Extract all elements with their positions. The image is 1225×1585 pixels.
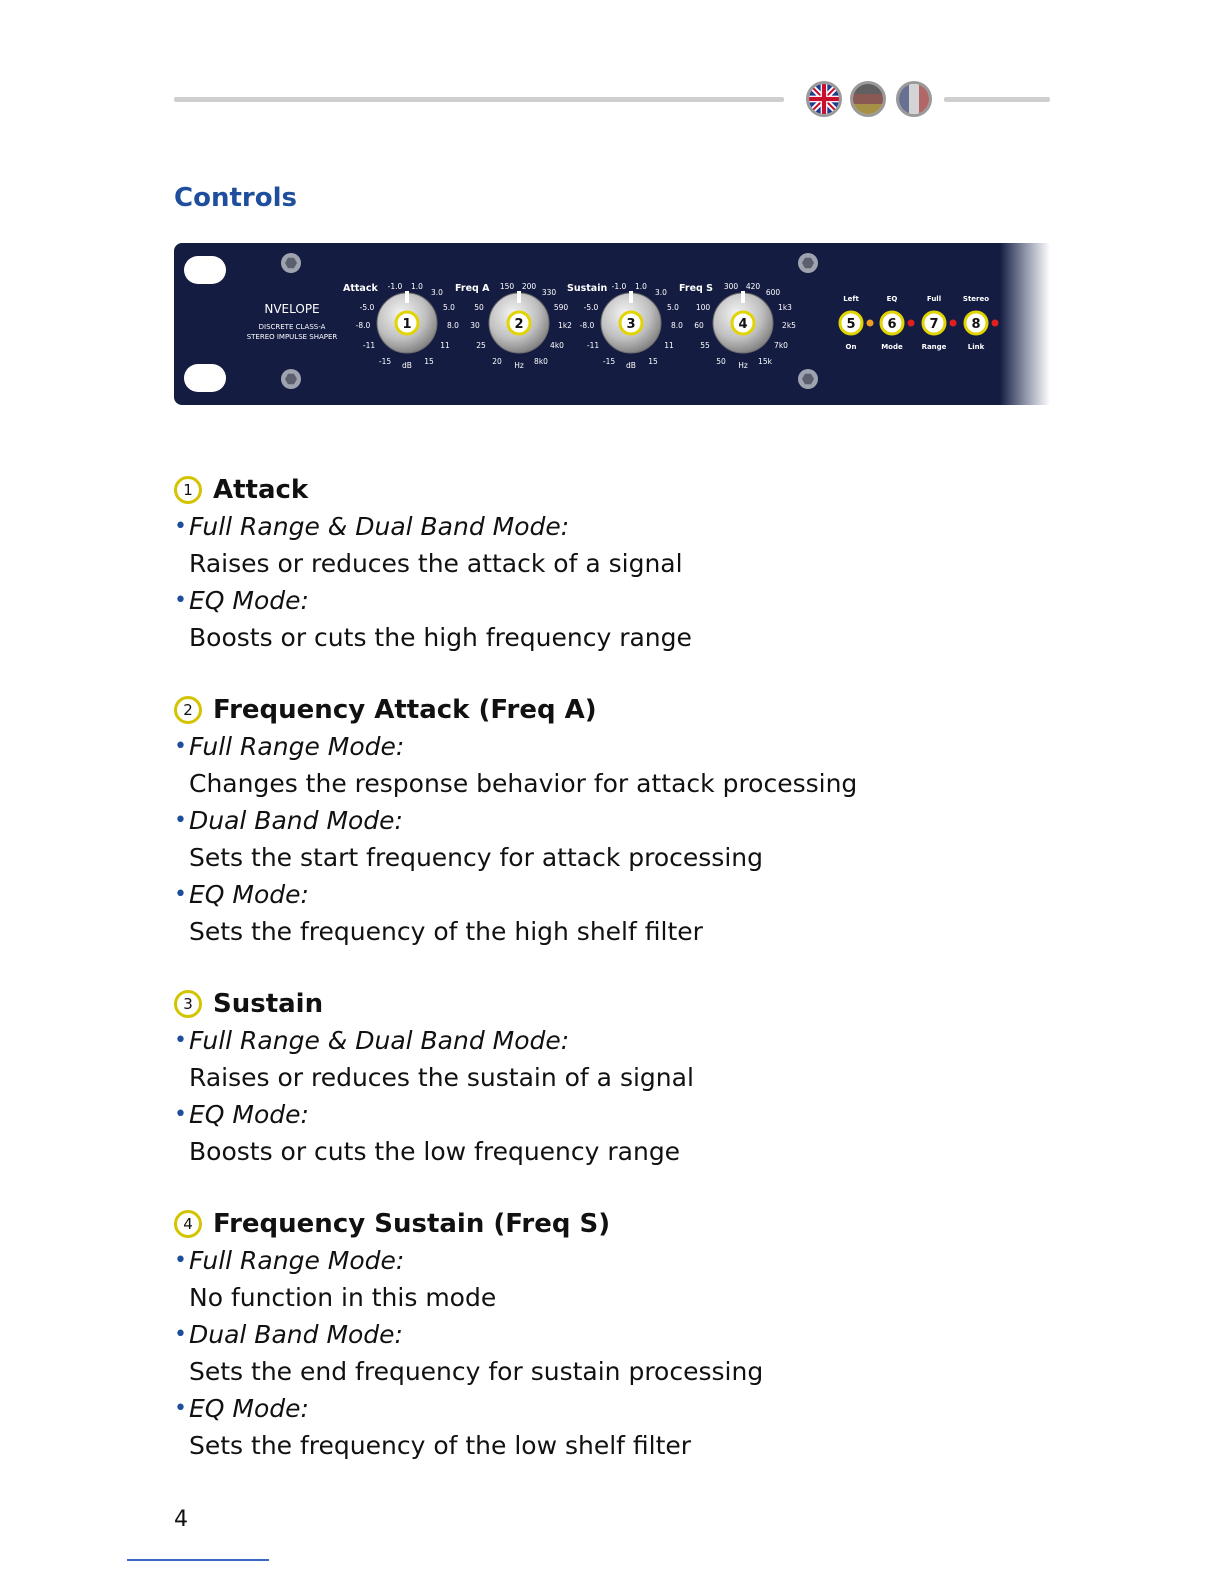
mode-description: Sets the start frequency for attack processing — [189, 843, 763, 872]
knob-scale-label: 11 — [664, 341, 674, 350]
panel-screw — [798, 369, 818, 389]
switch-bottom-label: Range — [921, 343, 947, 351]
knob-unit-label: dB — [402, 361, 412, 370]
knob-scale-label: 15k — [758, 357, 772, 366]
device-subtitle-1: DISCRETE CLASS-A — [258, 323, 326, 331]
mode-description: Sets the end frequency for sustain processing — [189, 1357, 764, 1386]
knob-scale-label: -1.0 — [387, 282, 403, 291]
knob-scale-label: 8k0 — [534, 357, 548, 366]
switch-top-label: Left — [843, 295, 859, 303]
section-header — [174, 1206, 1074, 1242]
switch-top-label: Full — [926, 295, 942, 303]
switch-led — [992, 320, 999, 327]
knob-scale-label: 330 — [541, 288, 557, 297]
footer-link-line — [127, 1559, 269, 1561]
mode-item — [174, 582, 1074, 656]
bullet-icon: • — [174, 514, 187, 539]
switch-bottom-label: Link — [967, 343, 985, 351]
french-flag-icon[interactable] — [896, 81, 932, 117]
bullet-icon: • — [174, 1028, 187, 1053]
knob-number: 2 — [514, 317, 524, 332]
mode-name: Full Range & Dual Band Mode: — [189, 1026, 570, 1055]
section-header — [174, 986, 1074, 1022]
mode-name: Full Range Mode: — [189, 1246, 405, 1275]
section-number-badge: 1 — [174, 476, 202, 504]
mode-name: Dual Band Mode: — [189, 806, 403, 835]
knob-scale-label: 2k5 — [782, 321, 796, 330]
knob-pointer — [741, 291, 745, 303]
control-section — [174, 472, 1074, 656]
knob-scale-label: 8.0 — [671, 321, 683, 330]
switch-number: 8 — [971, 317, 981, 332]
mode-description: Sets the frequency of the high shelf filter — [189, 917, 703, 946]
knob-scale-label: 1k3 — [778, 303, 792, 312]
mode-item — [174, 728, 1074, 802]
switch-bottom-label: On — [845, 343, 857, 351]
bullet-icon: • — [174, 1102, 187, 1127]
knob-label: Attack — [343, 283, 378, 294]
knob-scale-label: 1.0 — [411, 282, 423, 291]
uk-flag-icon[interactable] — [806, 81, 842, 117]
control-section — [174, 692, 1074, 950]
knob-scale-label: 20 — [492, 357, 502, 366]
section-title: Attack — [213, 475, 309, 505]
panel-screw — [281, 369, 301, 389]
bullet-icon: • — [174, 1248, 187, 1273]
panel-screw — [281, 253, 301, 273]
switch-number: 5 — [846, 317, 856, 332]
mode-name: EQ Mode: — [189, 1100, 309, 1129]
switch-top-label: EQ — [886, 295, 898, 303]
knob-scale-label: -11 — [362, 341, 376, 350]
mode-item — [174, 1390, 1074, 1464]
mode-description: Raises or reduces the attack of a signal — [189, 549, 683, 578]
knob-scale-label: 420 — [745, 282, 761, 291]
knob-scale-label: 15 — [424, 357, 434, 366]
device-front-panel — [174, 243, 1050, 405]
mode-name: Full Range Mode: — [189, 732, 405, 761]
knob-scale-label: 100 — [695, 303, 711, 312]
section-title: Frequency Attack (Freq A) — [213, 695, 597, 725]
knob-scale-label: 11 — [440, 341, 450, 350]
mode-description: No function in this mode — [189, 1283, 497, 1312]
knob-pointer — [405, 291, 409, 303]
rack-ear-hole-bottom — [184, 364, 226, 392]
knob-scale-label: 200 — [521, 282, 537, 291]
knob-scale-label: 7k0 — [774, 341, 788, 350]
knob-pointer — [517, 291, 521, 303]
mode-name: Full Range & Dual Band Mode: — [189, 512, 570, 541]
knob-scale-label: 590 — [553, 303, 569, 312]
knob-scale-label: -8.0 — [355, 321, 371, 330]
knob-scale-label: 3.0 — [431, 288, 443, 297]
switch-top-label: Stereo — [962, 295, 990, 303]
bullet-icon: • — [174, 808, 187, 833]
knob-scale-label: 150 — [499, 282, 515, 291]
knob-scale-label: 50 — [474, 303, 484, 312]
header-rule-right — [944, 97, 1050, 102]
mode-item — [174, 1096, 1074, 1170]
device-brand: NVELOPE — [264, 302, 320, 316]
knob-scale-label: 60 — [694, 321, 704, 330]
bullet-icon: • — [174, 1322, 187, 1347]
knob-scale-label: 15 — [648, 357, 658, 366]
knob-number: 3 — [626, 317, 636, 332]
page-number: 4 — [174, 1507, 188, 1532]
bullet-icon: • — [174, 588, 187, 613]
mode-description: Boosts or cuts the low frequency range — [189, 1137, 681, 1166]
switch-bottom-label: Mode — [881, 343, 903, 351]
mode-name: EQ Mode: — [189, 1394, 309, 1423]
knob-scale-label: -15 — [378, 357, 392, 366]
knob-pointer — [629, 291, 633, 303]
mode-item — [174, 1316, 1074, 1390]
knob-unit-label: Hz — [738, 361, 748, 370]
knob-unit-label: dB — [626, 361, 636, 370]
switch-led — [908, 320, 915, 327]
knob-scale-label: -11 — [586, 341, 600, 350]
knob-scale-label: 8.0 — [447, 321, 459, 330]
switch-number: 6 — [887, 317, 897, 332]
mode-name: Dual Band Mode: — [189, 1320, 403, 1349]
german-flag-icon[interactable] — [850, 81, 886, 117]
section-number-badge: 4 — [174, 1210, 202, 1238]
mode-item — [174, 876, 1074, 950]
knob-scale-label: -1.0 — [611, 282, 627, 291]
switch-led — [950, 320, 957, 327]
knob-scale-label: 1.0 — [635, 282, 647, 291]
mode-item — [174, 1022, 1074, 1096]
bullet-icon: • — [174, 734, 187, 759]
mode-item — [174, 1242, 1074, 1316]
knob-label: Freq S — [679, 283, 713, 294]
mode-description: Sets the frequency of the low shelf filter — [189, 1431, 692, 1460]
knob-scale-label: 55 — [700, 341, 710, 350]
panel-screw — [798, 253, 818, 273]
section-header — [174, 472, 1074, 508]
control-descriptions — [174, 472, 1074, 1500]
bullet-icon: • — [174, 882, 187, 907]
knob-scale-label: -5.0 — [359, 303, 375, 312]
knob-scale-label: -8.0 — [579, 321, 595, 330]
header-rule-left — [174, 97, 784, 102]
section-title: Frequency Sustain (Freq S) — [213, 1209, 611, 1239]
bullet-icon: • — [174, 1396, 187, 1421]
knob-unit-label: Hz — [514, 361, 524, 370]
control-section — [174, 1206, 1074, 1464]
knob-scale-label: 300 — [723, 282, 739, 291]
mode-description: Changes the response behavior for attack processing — [189, 769, 858, 798]
knob-scale-label: 25 — [476, 341, 486, 350]
knob-scale-label: 5.0 — [667, 303, 679, 312]
knob-scale-label: 5.0 — [443, 303, 455, 312]
mode-name: EQ Mode: — [189, 586, 309, 615]
rack-ear-hole-top — [184, 256, 226, 284]
section-number-badge: 2 — [174, 696, 202, 724]
knob-scale-label: -15 — [602, 357, 616, 366]
section-number-badge: 3 — [174, 990, 202, 1018]
page-title: Controls — [174, 183, 297, 213]
section-header — [174, 692, 1074, 728]
knob-scale-label: 3.0 — [655, 288, 667, 297]
mode-item — [174, 508, 1074, 582]
mode-description: Raises or reduces the sustain of a signal — [189, 1063, 694, 1092]
switch-led — [867, 320, 874, 327]
knob-scale-label: -5.0 — [583, 303, 599, 312]
mode-name: EQ Mode: — [189, 880, 309, 909]
mode-item — [174, 802, 1074, 876]
device-subtitle-2: STEREO IMPULSE SHAPER — [246, 333, 338, 341]
mode-description: Boosts or cuts the high frequency range — [189, 623, 692, 652]
knob-label: Freq A — [455, 283, 490, 294]
section-title: Sustain — [213, 989, 324, 1019]
knob-scale-label: 4k0 — [550, 341, 564, 350]
knob-number: 1 — [402, 317, 412, 332]
knob-scale-label: 30 — [470, 321, 480, 330]
control-section — [174, 986, 1074, 1170]
knob-scale-label: 600 — [765, 288, 781, 297]
knob-scale-label: 1k2 — [558, 321, 572, 330]
knob-label: Sustain — [567, 283, 608, 294]
knob-number: 4 — [738, 317, 748, 332]
switch-number: 7 — [929, 317, 939, 332]
knob-scale-label: 50 — [716, 357, 726, 366]
